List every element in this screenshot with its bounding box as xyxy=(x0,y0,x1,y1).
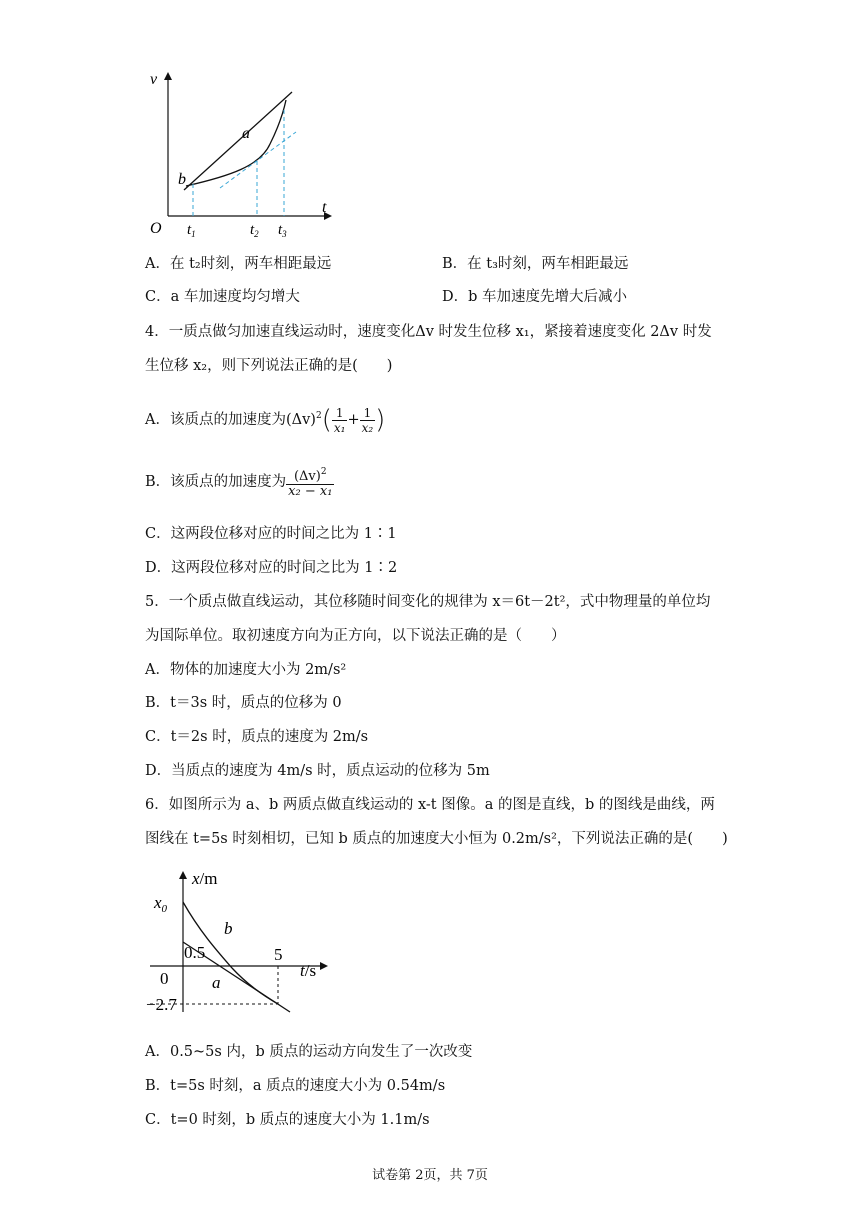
q6-stem-line2: 图线在 t=5s 时刻相切，已知 b 质点的加速度大小恒为 0.2m/s²，下列说法正确的是( ) xyxy=(145,831,728,847)
curve-b-label: b xyxy=(178,171,186,188)
q5-stem-line1: 5．一个质点做直线运动，其位移随时间变化的规律为 x＝6t－2t²，式中物理量的单位均 xyxy=(145,594,711,610)
q5-option-c: C．t＝2s 时，质点的速度为 2m/s xyxy=(145,729,369,745)
vt-graph xyxy=(140,66,340,241)
axis-t-label: t xyxy=(322,199,327,216)
q4-stem-line1: 4．一质点做匀加速直线运动时，速度变化Δv 时发生位移 x₁，紧接着速度变化 2Δv 时发 xyxy=(145,324,712,340)
curve-b-label-2: b xyxy=(224,919,233,938)
q4-option-b-prefix: B．该质点的加速度为 xyxy=(145,474,287,490)
frac-1-x2: $\frac{1}{\text{x₂}}$ xyxy=(361,405,374,435)
curve-a-label: a xyxy=(242,125,250,142)
tick-t1: $t_1$ xyxy=(187,222,196,239)
q5-option-a: A．物体的加速度大小为 2m/s² xyxy=(145,662,347,678)
math-dv: (Δv) xyxy=(285,412,316,428)
label-neg-2-7: −2.7 xyxy=(146,995,177,1014)
axis-v-label: v xyxy=(150,71,158,88)
q3-option-c: C．a 车加速度均匀增大 xyxy=(145,289,300,305)
axis-t-label-2: t/s xyxy=(300,961,317,980)
axis-x-label: x/m xyxy=(192,869,218,888)
tick-t2: $t_2$ xyxy=(250,222,259,239)
curve-a-label-2: a xyxy=(212,973,221,992)
math-sq: 2 xyxy=(315,411,322,421)
math-plus: + xyxy=(347,412,360,428)
page-footer: 试卷第 2页，共 7页 xyxy=(372,1168,488,1183)
q4-option-a: A．该质点的加速度为$(\Delta v)^2$( $\frac{1}{\text{x₁}}$ + $\frac{1}{\text{x₂}}$ ) xyxy=(145,405,386,435)
frac-1-x1: $\frac{1}{\text{x₁}}$ xyxy=(333,405,346,435)
q3-option-d: D．b 车加速度先增大后减小 xyxy=(442,289,628,305)
q4-option-a-prefix: A．该质点的加速度为 xyxy=(145,412,286,428)
origin-0-label: 0 xyxy=(160,969,169,988)
q6-option-c: C．t=0 时刻，b 质点的速度大小为 1.1m/s xyxy=(145,1112,430,1128)
q5-option-d: D．当质点的速度为 4m/s 时，质点运动的位移为 5m xyxy=(145,763,490,779)
x0-label: $x_0$ xyxy=(154,893,168,915)
q5-option-b: B．t＝3s 时，质点的位移为 0 xyxy=(145,695,342,711)
q4-option-b xyxy=(145,460,334,504)
q6-option-a: A．0.5~5s 内，b 质点的运动方向发生了一次改变 xyxy=(145,1044,473,1060)
origin-label: O xyxy=(150,220,162,237)
xt-graph xyxy=(140,862,340,1022)
q6-option-b: B．t=5s 时刻，a 质点的速度大小为 0.54m/s xyxy=(145,1078,446,1094)
q4-option-c: C．这两段位移对应的时间之比为 1∶1 xyxy=(145,526,397,542)
q6-stem-line1: 6．如图所示为 a、b 两质点做直线运动的 x-t 图像。a 的图是直线，b 的图线是曲线，两 xyxy=(145,797,715,813)
label-0-5: 0.5 xyxy=(184,943,206,962)
q3-option-b: B．在 t₃时刻，两车相距最远 xyxy=(442,256,629,272)
q5-stem-line2: 为国际单位。取初速度方向为正方向，以下说法正确的是（ ） xyxy=(145,628,566,644)
q3-option-a: A．在 t₂时刻，两车相距最远 xyxy=(145,256,332,272)
q4-stem-line2: 生位移 x₂，则下列说法正确的是( ) xyxy=(145,358,393,374)
tick-t3: $t_3$ xyxy=(278,222,287,239)
frac-b: $\frac{(\Delta v)^2}{\text{x₂ − x₁}}$ xyxy=(288,467,333,499)
q4-option-d: D．这两段位移对应的时间之比为 1∶2 xyxy=(145,560,398,576)
label-5: 5 xyxy=(274,945,283,964)
